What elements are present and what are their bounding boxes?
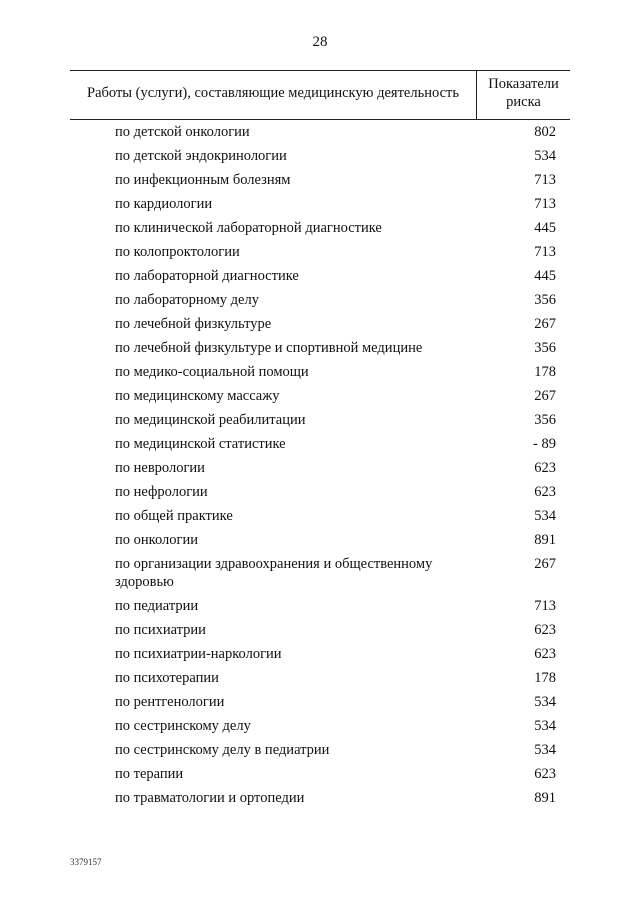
- row-label: по онкологии: [115, 532, 198, 548]
- row-label: по медико-социальной помощи: [115, 364, 309, 380]
- row-risk-value: 623: [534, 646, 556, 662]
- document-code: 3379157: [70, 857, 102, 867]
- table-row: [70, 435, 570, 459]
- table-row: [70, 507, 570, 531]
- row-risk-value: 623: [534, 460, 556, 476]
- row-label: по кардиологии: [115, 196, 213, 212]
- row-label: по нефрологии: [115, 484, 208, 500]
- row-label: по рентгенологии: [115, 694, 225, 710]
- table-row: [70, 267, 570, 291]
- table-row: [70, 315, 570, 339]
- row-label: по общей практике: [115, 508, 233, 524]
- row-label: по неврологии: [115, 460, 205, 476]
- row-risk-value: 891: [534, 790, 556, 806]
- row-risk-value: 267: [534, 316, 556, 332]
- row-risk-value: 713: [534, 244, 556, 260]
- row-label: по терапии: [115, 766, 184, 782]
- row-risk-value: 356: [534, 412, 556, 428]
- table-row: [70, 621, 570, 645]
- row-label: по лечебной физкультуре: [115, 316, 272, 332]
- table-row: [70, 717, 570, 741]
- table-row: [70, 741, 570, 765]
- row-label: по сестринскому делу: [115, 718, 251, 734]
- table-row: [70, 387, 570, 411]
- row-label: по психотерапии: [115, 670, 219, 686]
- column-header-services: Работы (услуги), составляющие медицинскую деятельность: [87, 85, 459, 101]
- table-row: [70, 363, 570, 387]
- row-label: по медицинскому массажу: [115, 388, 280, 404]
- row-label: по инфекционным болезням: [115, 172, 291, 188]
- row-label: по лабораторному делу: [115, 292, 259, 308]
- table-row: [70, 219, 570, 243]
- table-body: [70, 123, 570, 813]
- row-risk-value: 891: [534, 532, 556, 548]
- row-risk-value: 178: [534, 364, 556, 380]
- table-row: [70, 531, 570, 555]
- row-risk-value: 267: [534, 388, 556, 404]
- row-label: по травматологии и ортопедии: [115, 790, 305, 806]
- row-label: по детской онкологии: [115, 124, 250, 140]
- row-label: по педиатрии: [115, 598, 199, 614]
- row-label: по лечебной физкультуре и спортивной медицине: [115, 340, 423, 356]
- row-label: по организации здравоохранения и общественному здоровью: [115, 556, 433, 590]
- column-header-risk-line1: Показатели: [488, 76, 559, 92]
- row-risk-value: 534: [534, 718, 556, 734]
- row-label: по медицинской реабилитации: [115, 412, 306, 428]
- row-label: по детской эндокринологии: [115, 148, 287, 164]
- row-risk-value: - 89: [533, 436, 556, 452]
- row-label: по лабораторной диагностике: [115, 268, 299, 284]
- table-header: [70, 70, 570, 120]
- row-risk-value: 267: [534, 556, 556, 572]
- table-row: [70, 243, 570, 267]
- row-risk-value: 534: [534, 694, 556, 710]
- row-label: по психиатрии-наркологии: [115, 646, 282, 662]
- row-risk-value: 445: [534, 220, 556, 236]
- table-row: [70, 645, 570, 669]
- table-row: [70, 291, 570, 315]
- table-row: [70, 459, 570, 483]
- row-risk-value: 534: [534, 148, 556, 164]
- row-label: по психиатрии: [115, 622, 206, 638]
- row-label: по сестринскому делу в педиатрии: [115, 742, 330, 758]
- column-header-risk: [477, 75, 570, 111]
- row-risk-value: 802: [534, 124, 556, 140]
- table-row: [70, 339, 570, 363]
- column-header-risk-line2: риска: [506, 94, 541, 110]
- table-row: [70, 195, 570, 219]
- row-risk-value: 623: [534, 766, 556, 782]
- table-row: [70, 411, 570, 435]
- page-number: 28: [312, 34, 328, 50]
- row-label: по клинической лабораторной диагностике: [115, 220, 382, 236]
- row-label: по медицинской статистике: [115, 436, 286, 452]
- table-row: [70, 669, 570, 693]
- row-risk-value: 713: [534, 196, 556, 212]
- row-risk-value: 178: [534, 670, 556, 686]
- row-risk-value: 623: [534, 484, 556, 500]
- row-risk-value: 713: [534, 172, 556, 188]
- row-risk-value: 356: [534, 340, 556, 356]
- row-risk-value: 356: [534, 292, 556, 308]
- table-row: [70, 147, 570, 171]
- table-row: [70, 789, 570, 813]
- table-row: [70, 483, 570, 507]
- row-risk-value: 623: [534, 622, 556, 638]
- table-row: [70, 123, 570, 147]
- table-row: [70, 171, 570, 195]
- row-risk-value: 534: [534, 742, 556, 758]
- row-risk-value: 713: [534, 598, 556, 614]
- table-row: [70, 555, 570, 597]
- row-risk-value: 534: [534, 508, 556, 524]
- row-label: по колопроктологии: [115, 244, 240, 260]
- row-risk-value: 445: [534, 268, 556, 284]
- table-row: [70, 597, 570, 621]
- table-row: [70, 693, 570, 717]
- table-row: [70, 765, 570, 789]
